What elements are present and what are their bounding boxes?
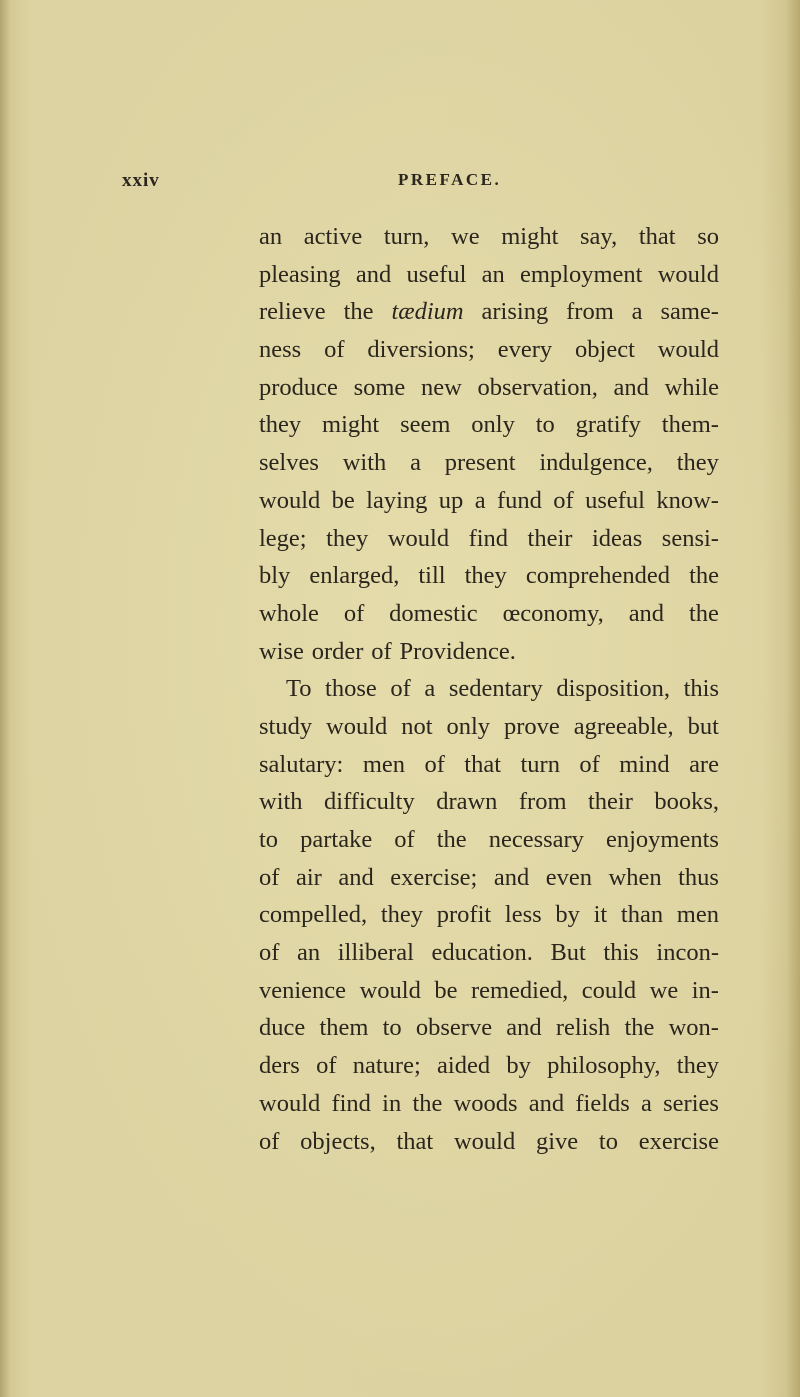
word: woods [453,1089,518,1117]
word: produce [259,373,338,401]
word: profit [436,901,492,929]
word: the [689,599,719,627]
word: drawn [436,788,498,816]
word: fields [575,1089,630,1117]
word: ness [259,336,302,364]
word: would [387,524,450,552]
word: and [355,260,392,288]
word: incon- [656,939,719,967]
word: new [420,373,462,401]
word: could [581,976,637,1004]
word: series [663,1089,719,1117]
text-line [259,633,719,671]
text-line [259,331,719,369]
word: of [316,1052,337,1080]
word: would [657,260,719,288]
word: even [545,863,592,891]
word: might [322,411,380,439]
word: salutary: [259,750,344,778]
word: they [380,901,424,929]
word: a [410,449,421,477]
word: turn, [383,223,430,250]
word: and [528,1089,565,1117]
word: seem [400,411,451,439]
word: of [390,675,411,703]
word: diversions; [367,336,475,364]
word: with [259,788,303,816]
word: while [664,373,719,401]
text-line [259,256,719,294]
word: disposition, [556,675,670,703]
word: order [311,637,364,665]
word: it [593,901,608,929]
word: men [676,901,719,929]
word: those [325,675,377,703]
word: than [620,901,664,929]
word: an [259,223,283,250]
word: present [444,449,516,477]
text-line [259,821,719,859]
word: tædium [391,298,464,326]
word: exercise [638,1127,719,1155]
word: from [518,788,567,816]
word: the [412,1089,443,1117]
text-line [259,670,719,708]
page-number: xxiv [122,170,160,191]
text-line [259,1047,719,1085]
word: this [683,675,719,703]
word: and [506,1014,542,1042]
text-line [259,972,719,1010]
word: useful [585,486,645,514]
word: the [343,298,374,326]
word: give [535,1127,579,1155]
word: of [371,637,392,665]
word: remedied, [470,976,569,1004]
word: of [394,826,415,853]
word: a [424,675,436,703]
word: when [608,863,662,891]
word: be [434,976,458,1004]
word: wise [259,637,304,665]
word: pleasing [259,260,341,288]
word: ders [259,1052,300,1080]
word: employment [519,260,643,288]
word: philosophy, [547,1052,661,1080]
word: comprehended [525,562,671,590]
word: that [396,1127,434,1155]
word: not [401,712,433,740]
word: men [362,750,405,778]
text-line [259,520,719,558]
word: that [464,750,502,778]
word: relieve [259,298,326,326]
word: enjoyments [605,826,719,853]
word: and [493,863,530,891]
word: lege; [259,524,307,552]
word: them [319,1014,369,1042]
word: an [297,939,321,967]
word: mind [619,750,670,778]
text-line [259,595,719,633]
word: of [553,486,574,514]
word: study [259,712,313,740]
word: sensi- [661,524,719,552]
word: and [613,373,649,401]
word: would [326,712,388,740]
word: observe [415,1014,493,1042]
word: by [555,901,580,929]
word: nature; [352,1052,421,1080]
word: of [324,336,345,364]
word: less [504,901,542,929]
word: whole [259,599,319,627]
word: useful [406,260,467,288]
word: œconomy, [502,599,604,627]
word: bly [259,562,291,590]
word: so [697,223,719,250]
word: arising [481,298,549,326]
text-line [259,1085,719,1123]
text-line [259,934,719,972]
text-line [259,482,719,520]
word: a [474,486,486,514]
text-line [259,1009,719,1047]
word: their [527,524,573,552]
word: illiberal [337,939,414,967]
word: Providence. [399,637,516,665]
word: the [436,826,467,853]
word: a [641,1089,652,1117]
running-head [122,170,722,200]
word: till [418,562,446,590]
word: of [424,750,445,778]
text-line [259,557,719,595]
word: are [689,750,719,778]
word: books, [654,788,719,816]
word: from [566,298,614,326]
word: necessary [488,826,584,853]
word: find [468,524,509,552]
word: would [359,976,421,1004]
text-line [259,783,719,821]
word: they [464,562,507,590]
word: and [338,863,374,891]
text-line [259,406,719,444]
word: and [628,599,665,627]
word: exercise; [390,863,478,891]
word: venience [259,976,347,1004]
word: we [451,223,480,250]
word: But [550,939,586,967]
word: to [259,826,279,853]
word: selves [259,449,319,477]
word: of [259,863,280,891]
word: won- [668,1014,719,1042]
word: active [303,223,363,250]
word: would [453,1127,516,1155]
word: this [603,939,639,967]
word: to [382,1014,402,1042]
word: laying [366,486,428,514]
text-line [259,444,719,482]
word: object [575,336,635,364]
word: find [331,1089,371,1117]
word: we [649,976,679,1004]
word: turn [520,750,560,778]
word: but [687,712,719,740]
text-line [259,746,719,784]
word: compelled, [259,901,368,929]
word: ideas [591,524,643,552]
word: the [689,562,719,590]
body-text [259,218,719,1160]
text-line [259,369,719,407]
word: agreeable, [573,712,674,740]
word: thus [678,863,719,891]
word: some [353,373,406,401]
word: them- [661,411,719,439]
word: education. [431,939,533,967]
page-gutter-shadow [0,0,10,1397]
word: be [331,486,355,514]
word: indulgence, [539,449,653,477]
word: an [481,260,505,288]
text-line [259,218,719,256]
word: sedentary [448,675,543,703]
text-line [259,1123,719,1161]
word: aided [437,1052,491,1080]
word: with [342,449,387,477]
word: a [631,298,643,326]
word: difficulty [324,788,415,816]
section-title: PREFACE. [398,170,502,189]
word: they [676,1052,719,1080]
word: duce [259,1014,306,1042]
text-line [259,708,719,746]
word: of [259,1127,280,1155]
word: air [295,863,322,891]
word: objects, [300,1127,376,1155]
word: to [535,411,555,439]
word: up [438,486,464,514]
word: domestic [389,599,478,627]
word: prove [503,712,560,740]
word: would [259,1089,321,1117]
word: might [501,223,559,250]
word: relish [555,1014,611,1042]
word: of [259,939,280,967]
word: would [259,486,321,514]
word: only [446,712,491,740]
text-line [259,859,719,897]
word: of [579,750,600,778]
word: in [382,1089,402,1117]
word: only [471,411,515,439]
word: gratify [575,411,641,439]
word: they [326,524,369,552]
word: to [598,1127,618,1155]
word: their [587,788,633,816]
word: by [506,1052,531,1080]
word: observation, [477,373,598,401]
word: partake [300,826,373,853]
word: would [657,336,719,364]
word: say, [580,223,618,250]
word: that [638,223,676,250]
word: in- [691,976,719,1004]
word: same- [660,298,719,326]
word: enlarged, [309,562,400,590]
word: fund [496,486,542,514]
page-edge-shadow [786,0,800,1397]
text-line [259,896,719,934]
word: they [259,411,302,439]
word: To [285,675,312,703]
word: know- [656,486,719,514]
word: of [343,599,365,627]
word: the [624,1014,655,1042]
word: every [497,336,553,364]
text-line [259,293,719,331]
word: they [676,449,719,477]
